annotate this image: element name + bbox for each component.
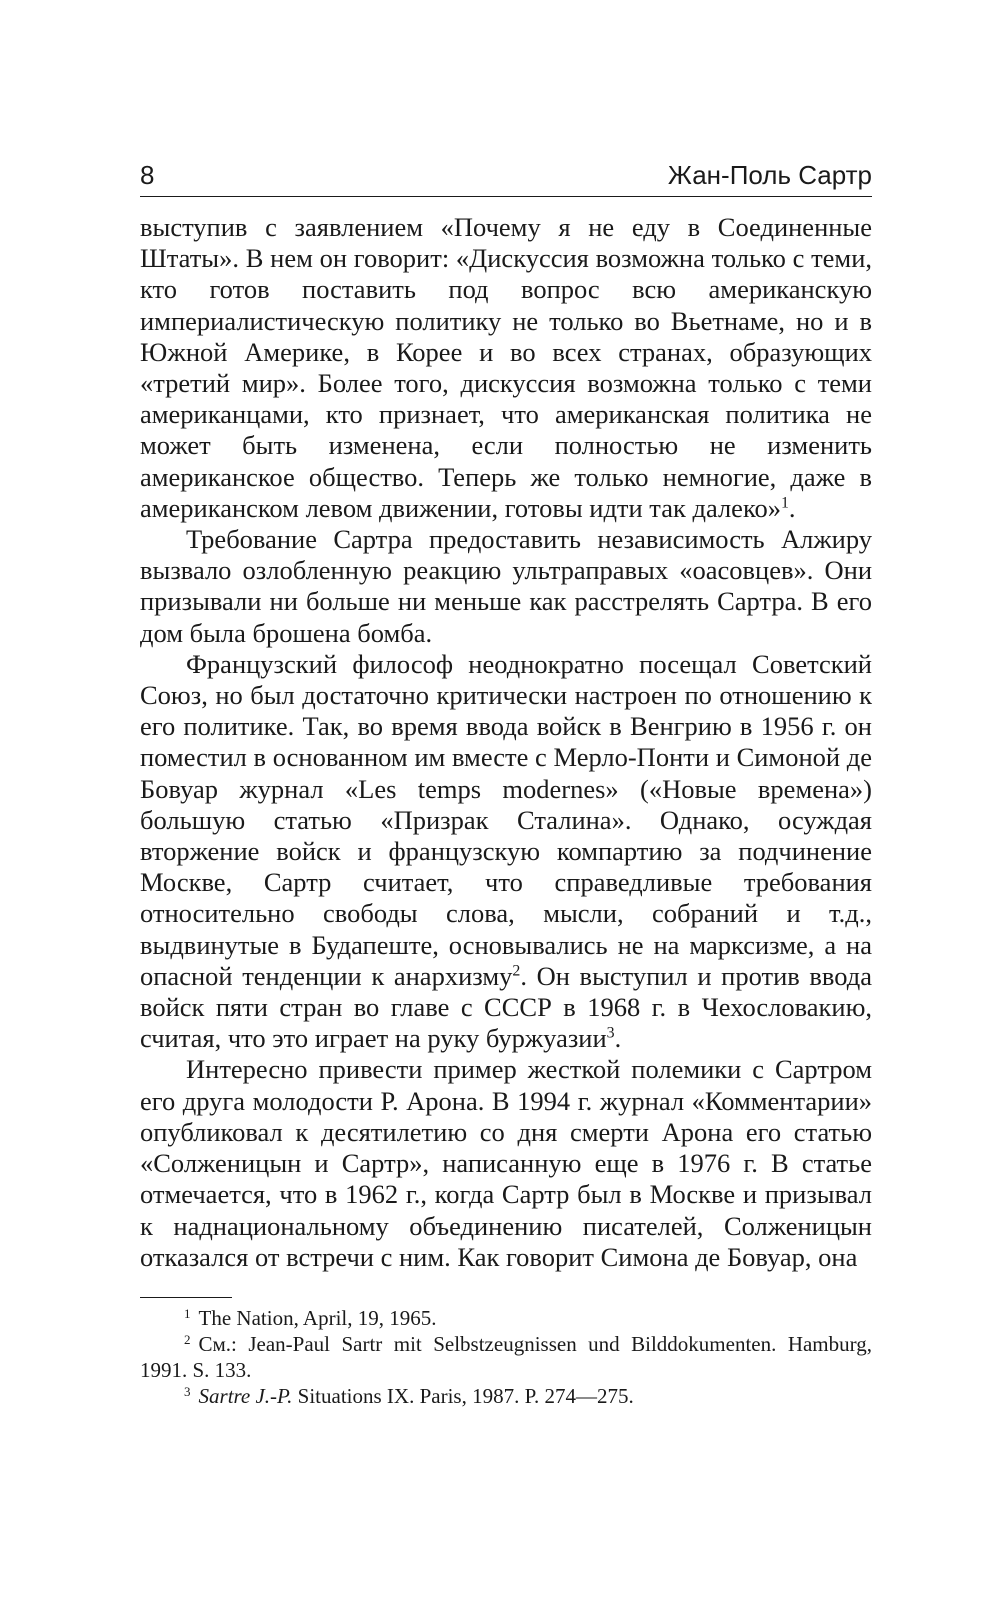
running-header: [140, 160, 872, 200]
footnote-ref-3: 3: [606, 1024, 615, 1042]
footnote-2-mark: 2: [184, 1331, 191, 1347]
paragraph-4: Интересно привести пример жесткой полемики с Сартром его друга молодости Р. Арона. В 1994 г. журнал «Комментарии» опубликовал к десятилетию со дня смерти Арона его статью «Солженицын и Сартр», написанную еще в 1976 г. В статье отмечается, что в 1962 г., когда Сартр был в Москве и призывал к наднациональному объединению писателей, Солженицын отказался от встречи с ним. Как говорит Симона де Бовуар, она: [140, 1054, 872, 1272]
footnote-2: [140, 1331, 872, 1383]
footnote-3: [140, 1383, 872, 1409]
paragraph-3-text-c: .: [614, 1023, 622, 1054]
paragraph-3: [140, 649, 872, 1055]
paragraph-2: Требование Сартра предоставить независимость Алжиру вызвало озлобленную реакцию ультраправых «оасовцев». Они призывали ни больше ни меньше как расстрелять Сартра. В его дом была брошена бомба.: [140, 524, 872, 648]
paragraph-3-text-b: . Он выступил и против ввода войск пяти стран во главе с СССР в 1968 г. в Чехословакию, считая, что это играет на руку буржуазии: [140, 960, 872, 1054]
running-title: Жан-Поль Сартр: [667, 160, 872, 190]
footnote-rule: [140, 1297, 232, 1298]
paragraph-1-text: выступив с заявлением «Почему я не еду в Соединенные Штаты». В нем он говорит: «Дискуссия возможна только с теми, кто готов поставить под вопрос всю американскую империалистическую политику не только во Вьетнаме, но и в Южной Америке, в Корее и во всех странах, образующих «третий мир». Более того, дискуссия возможна только с теми американцами, кто признает, что американская политика не может быть изменена, если полностью не изменить американское общество. Теперь же только немногие, даже в американском левом движении, готовы идти так далеко»: [140, 212, 872, 523]
footnote-3-mark: 3: [184, 1383, 191, 1399]
footnote-1-text: The Nation, April, 19, 1965.: [198, 1306, 437, 1330]
paragraph-3-text-a: Французский философ неоднократно посещал Советский Союз, но был достаточно критически настроен по отношению к его политике. Так, во время ввода войск в Венгрию в 1956 г. он поместил в основанном им вместе с Мерло-Понти и Симоной де Бовуар журнал «Les temps modernes» («Новые времена») большую статью «Призрак Сталина». Однако, осуждая вторжение войск и французскую компартию за подчинение Москве, Сартр считает, что справедливые требования относительно свободы слова, мысли, собраний и т.д., выдвинутые в Будапеште, основывались не на марксизме, а на опасной тенденции к анархизму: [140, 648, 872, 991]
footnote-2-text: См.: Jean-Paul Sartr mit Selbstzeugnissen und Bilddokumenten. Hamburg, 1991. S. 133.: [140, 1332, 872, 1382]
main-text: [140, 212, 872, 1273]
footnote-ref-2: 2: [512, 962, 521, 980]
footnote-1-mark: 1: [184, 1305, 191, 1321]
footnote-3-text: Situations IX. Paris, 1987. P. 274—275.: [292, 1384, 634, 1408]
header-rule: [140, 196, 872, 197]
footnote-1: [140, 1305, 872, 1331]
paragraph-1-end: .: [788, 492, 796, 523]
page-number: 8: [140, 160, 155, 190]
paragraph-1: [140, 212, 872, 524]
footnote-3-author: Sartre J.-P.: [198, 1384, 293, 1408]
footnotes: [140, 1305, 872, 1409]
footnote-ref-1: 1: [780, 494, 789, 512]
